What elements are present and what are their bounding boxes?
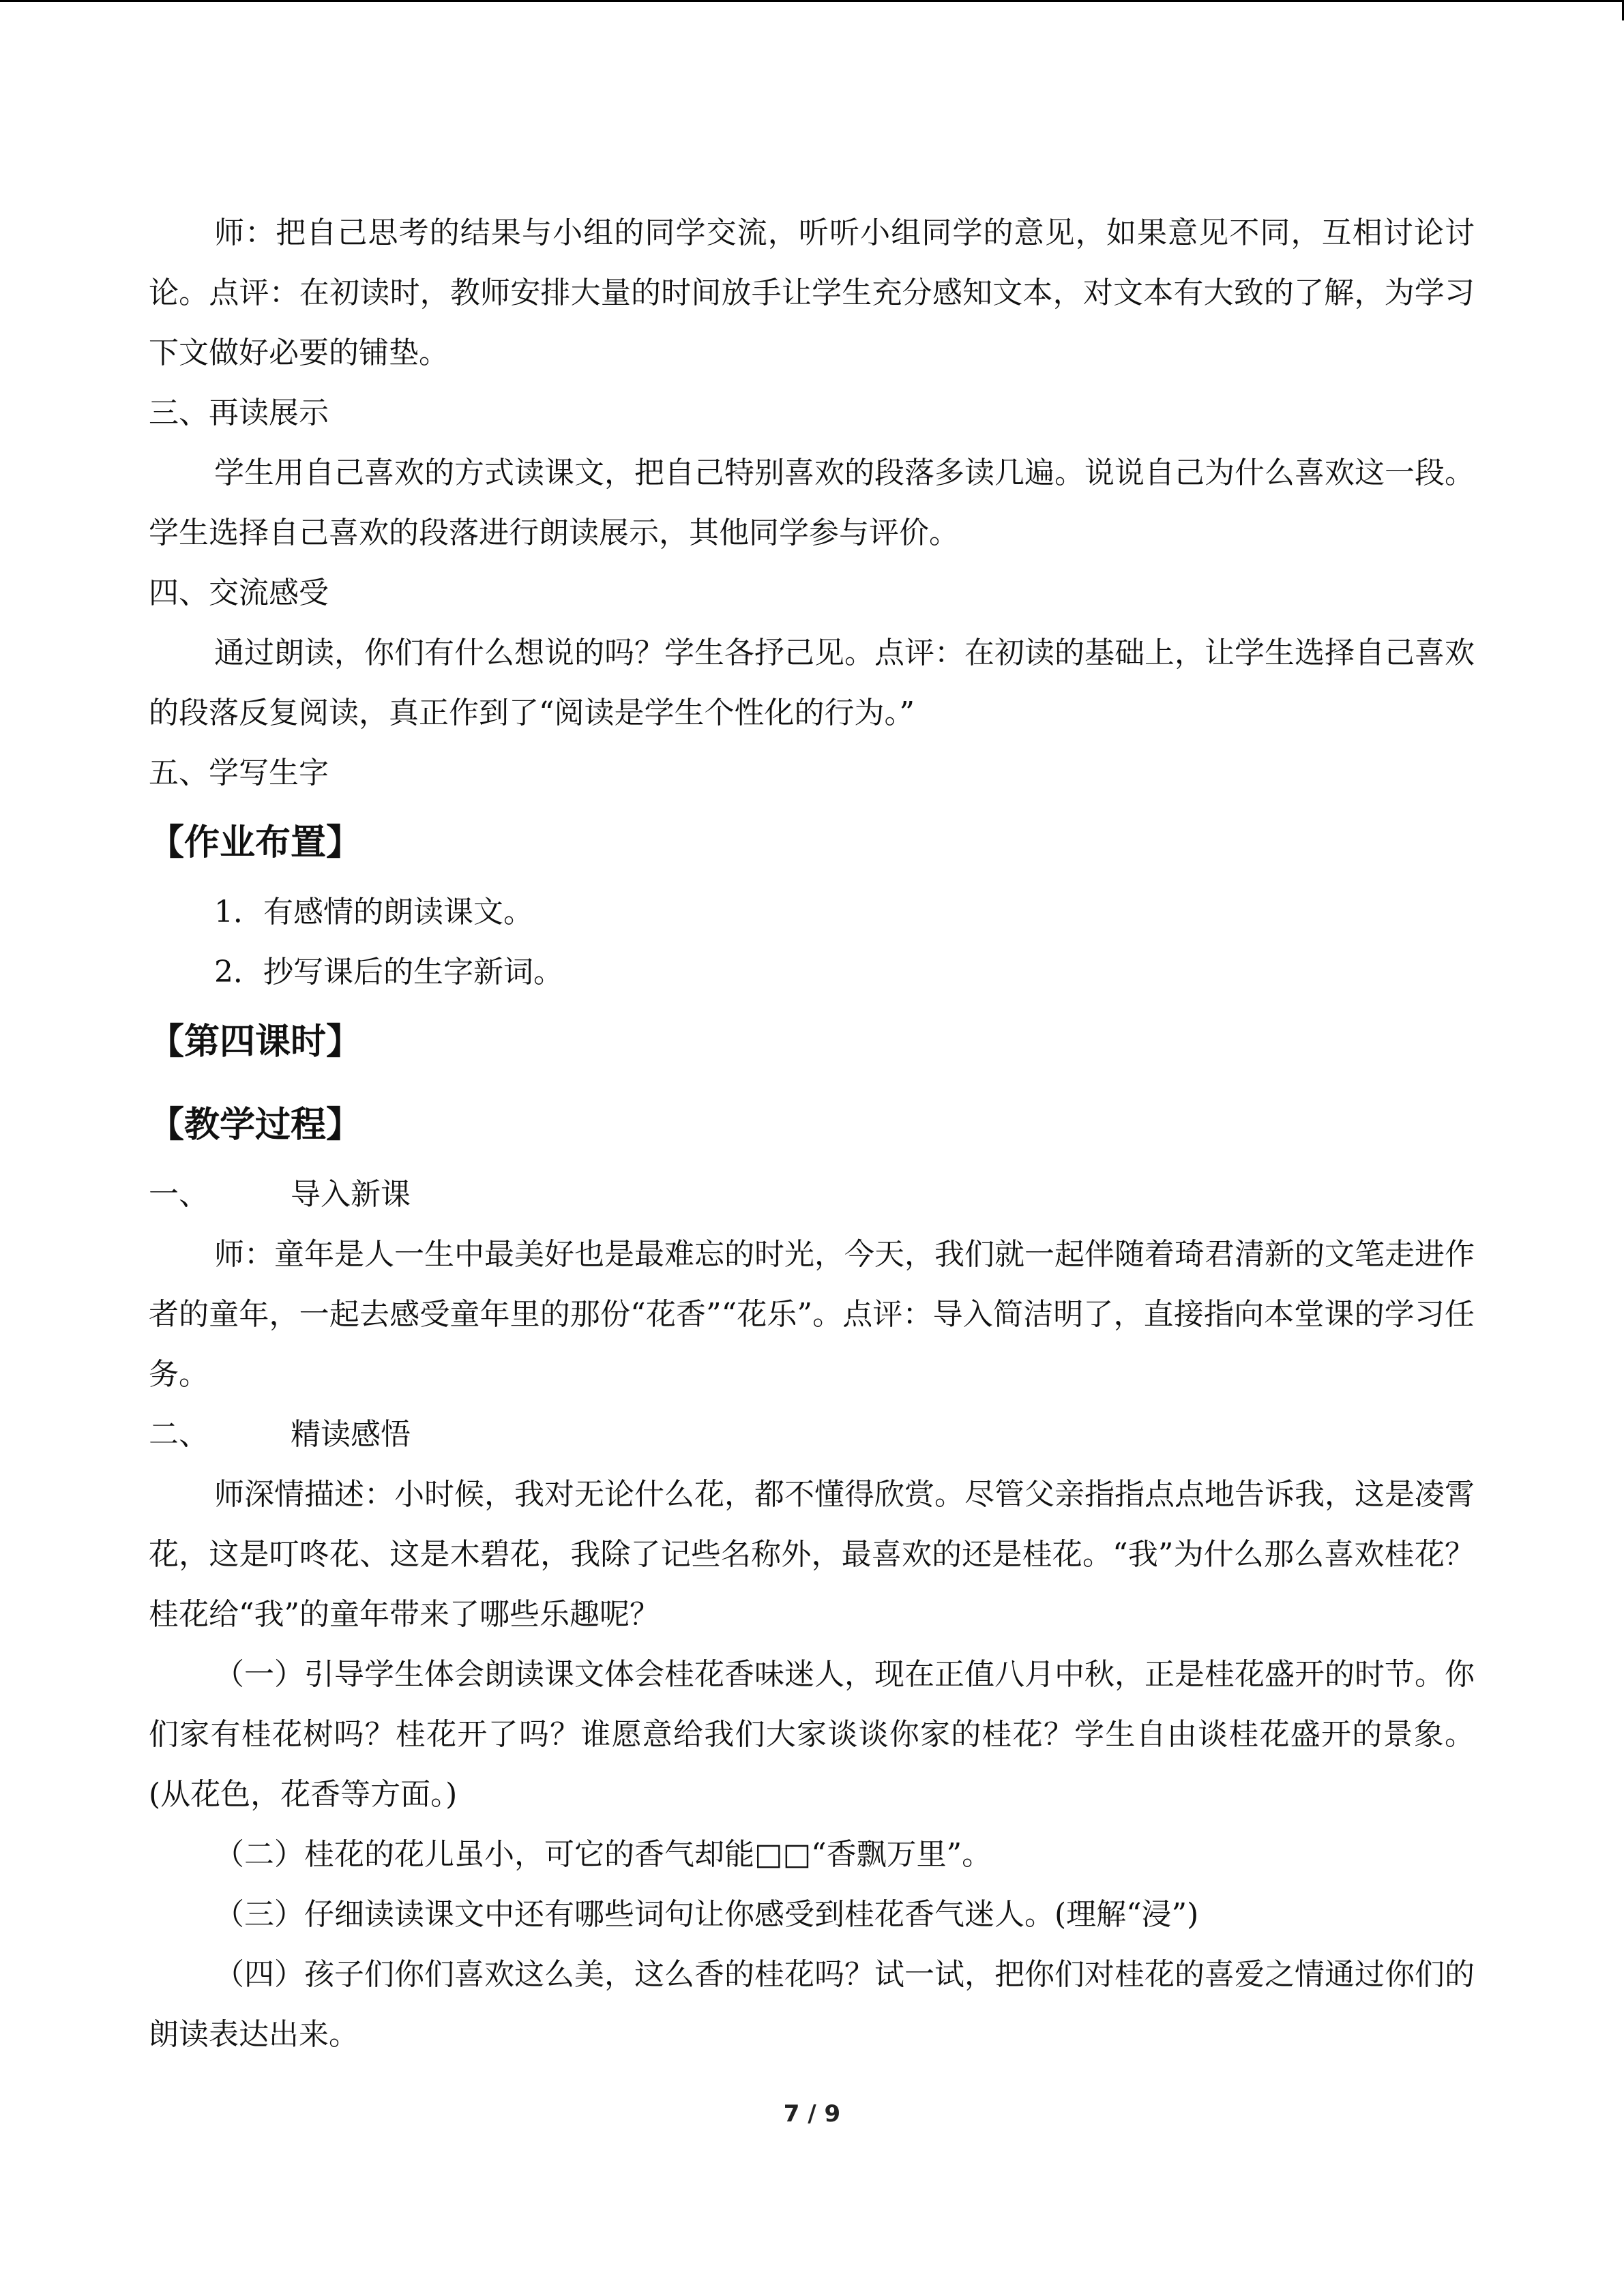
question-3: （三）仔细读读课文中还有哪些词句让你感受到桂花香气迷人。(理解“浸”) [214,1897,1199,1932]
paragraph-reread: 学生用自己喜欢的方式读课文，把自己特别喜欢的段落多读几遍。说说自己为什么喜欢这一段。学生选择自己喜欢的段落进行朗读展示，其他同学参与评价。 [149,456,1475,550]
question-4: （四）孩子们你们喜欢这么美，这么香的桂花吗？试一试，把你们对桂花的喜爱之情通过你们的朗读表达出来。 [149,1957,1475,2052]
lesson4-heading: 【第四课时】 [149,1022,362,1062]
section-reading-number: 二、 [149,1417,209,1452]
paragraph-intro: 师：童年是人一生中最美好也是最难忘的时光，今天，我们就一起伴随着琦君清新的文笔走进作者的童年，一起去感受童年里的那份“花香”“花乐”。点评：导入简洁明了，直接指向本堂课的学习任务。 [149,1237,1475,1392]
page-number: 7 / 9 [783,2100,841,2128]
question-1: （一）引导学生体会朗读课文体会桂花香味迷人，现在正值八月中秋，正是桂花盛开的时节。你们家有桂花树吗？桂花开了吗？谁愿意给我们大家谈谈你家的桂花？学生自由谈桂花盛开的景象。(从花色，花香等方面。) [149,1657,1475,1812]
section-reading-label: 精读感悟 [291,1417,411,1452]
process-heading: 【教学过程】 [149,1105,362,1146]
section-reading-title [149,1405,1475,1465]
section-writing-title: 五、学写生字 [149,756,329,790]
document-body [149,203,1475,2065]
homework-item-1: 1．有感情的朗读课文。 [214,895,533,929]
section-intro-title [149,1165,1475,1225]
section-intro-label: 导入新课 [291,1177,411,1212]
section-reread-title: 三、再读展示 [149,396,329,430]
homework-heading: 【作业布置】 [149,822,362,863]
paragraph-reading: 师深情描述：小时候，我对无论什么花，都不懂得欣赏。尽管父亲指指点点地告诉我，这是凌霄花，这是叮咚花、这是木碧花，我除了记些名称外，最喜欢的还是桂花。“我”为什么那么喜欢桂花？桂花给“我”的童年带来了哪些乐趣呢？ [149,1477,1475,1632]
paragraph-discussion: 师：把自己思考的结果与小组的同学交流，听听小组同学的意见，如果意见不同，互相讨论讨论。点评：在初读时，教师安排大量的时间放手让学生充分感知文本，对文本有大致的了解，为学习下文做好必要的铺垫。 [149,215,1475,370]
homework-item-2: 2．抄写课后的生字新词。 [214,955,563,989]
section-exchange-title: 四、交流感受 [149,576,329,610]
paragraph-exchange: 通过朗读，你们有什么想说的吗？学生各抒己见。点评：在初读的基础上，让学生选择自己喜欢的段落反复阅读，真正作到了“阅读是学生个性化的行为。” [149,636,1475,730]
section-intro-number: 一、 [149,1177,209,1212]
top-border [0,0,1624,2]
question-2: （二）桂花的花儿虽小，可它的香气却能□□“香飘万里”。 [214,1837,992,1872]
